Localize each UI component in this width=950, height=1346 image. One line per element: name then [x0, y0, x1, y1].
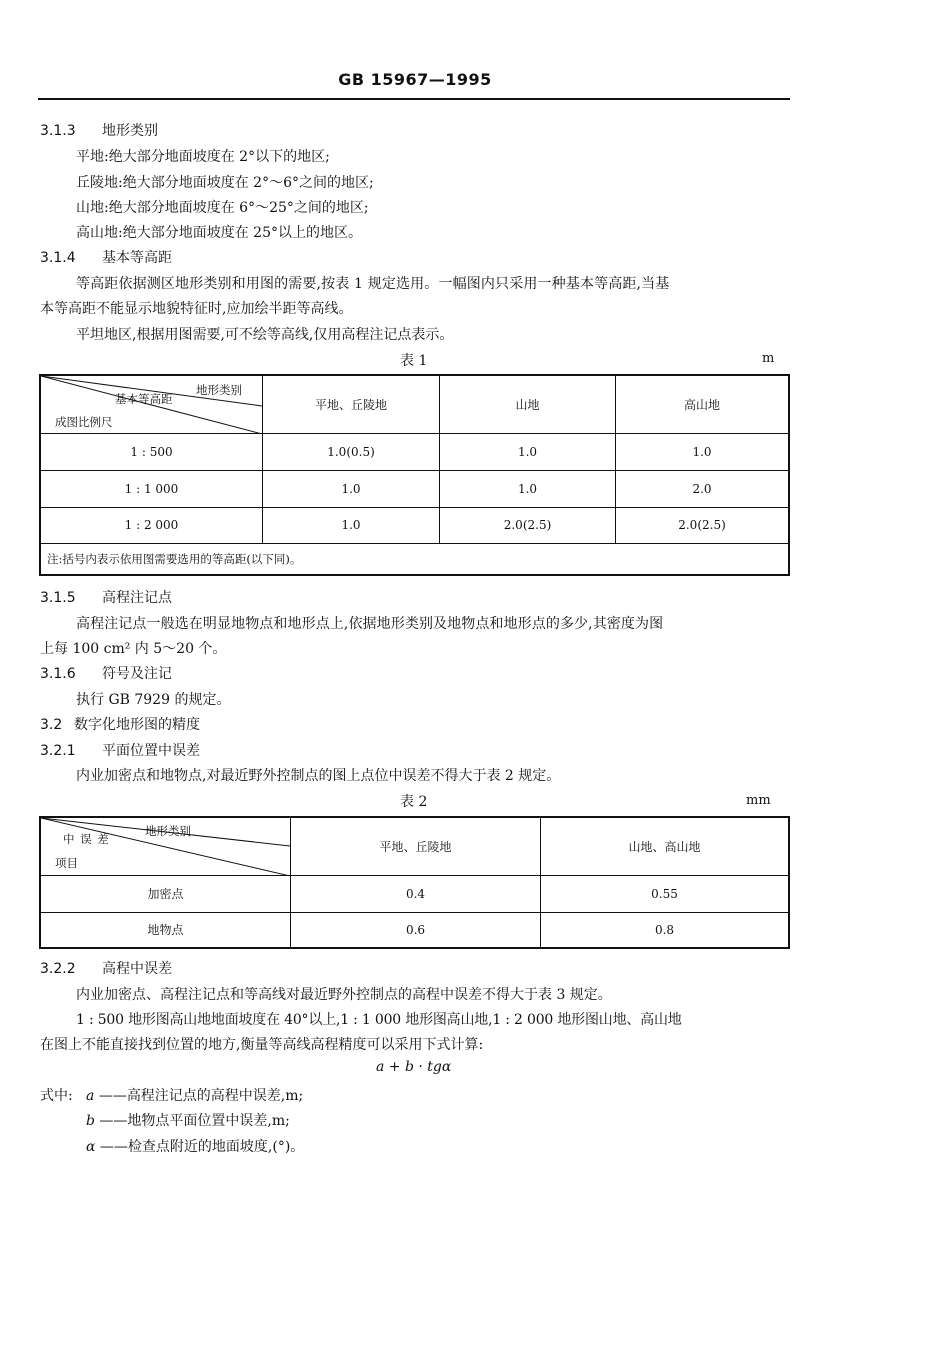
- definition-alpha: [86, 1136, 304, 1156]
- table1: [39, 374, 790, 576]
- paragraph: 上每 100 cm² 内 5～20 个。: [40, 641, 227, 657]
- table2: [39, 816, 790, 949]
- where-label: 式中:: [40, 1088, 73, 1104]
- table1-cell: 1.0: [263, 507, 440, 543]
- table1-col-header: 山地: [440, 375, 616, 433]
- table1-scale: 1 : 2 000: [40, 507, 263, 543]
- table2-cell: 0.55: [541, 875, 790, 912]
- section-number: 3.1.5: [40, 590, 76, 606]
- paragraph: 在图上不能直接找到位置的地方,衡量等高线高程精度可以采用下式计算:: [40, 1037, 484, 1053]
- table1-cell: 2.0(2.5): [440, 507, 616, 543]
- table1-cell: 1.0(0.5): [263, 433, 440, 470]
- section-3-1-4-heading: [40, 247, 172, 267]
- formula: a + b · tgα: [376, 1059, 452, 1075]
- definition-a: [86, 1085, 303, 1105]
- section-number: 3.1.4: [40, 250, 76, 266]
- table1-scale: 1 : 500: [40, 433, 263, 470]
- symbol: a: [86, 1088, 95, 1104]
- table1-cell: 1.0: [616, 433, 790, 470]
- table2-unit: mm: [746, 793, 771, 808]
- table2-item: 加密点: [40, 875, 291, 912]
- paragraph: 本等高距不能显示地貌特征时,应加绘半距等高线。: [40, 301, 353, 317]
- corner-terrain-label: 地形类别: [145, 824, 191, 838]
- table-row: [40, 875, 789, 912]
- section-3-2-1-heading: [40, 740, 200, 760]
- section-3-2-2-heading: [40, 958, 172, 978]
- paragraph: 内业加密点、高程注记点和等高线对最近野外控制点的高程中误差不得大于表 3 规定。: [76, 987, 612, 1003]
- table2-cell: 0.8: [541, 912, 790, 948]
- section-title: 高程中误差: [102, 961, 172, 977]
- table2-cell: 0.6: [291, 912, 541, 948]
- table1-caption: 表 1: [400, 353, 428, 369]
- terrain-flat: 平地:绝大部分地面坡度在 2°以下的地区;: [76, 149, 330, 165]
- table1-corner-cell: [40, 375, 263, 433]
- terrain-hilly: 丘陵地:绝大部分地面坡度在 2°～6°之间的地区;: [76, 175, 374, 191]
- paragraph: 内业加密点和地物点,对最近野外控制点的图上点位中误差不得大于表 2 规定。: [76, 768, 561, 784]
- section-3-2-heading: [40, 714, 200, 734]
- corner-error-label: 中 误 差: [63, 832, 110, 846]
- table-row: [40, 543, 789, 575]
- section-number: 3.2: [40, 717, 63, 733]
- table1-col-header: 平地、丘陵地: [263, 375, 440, 433]
- paragraph: 平坦地区,根据用图需要,可不绘等高线,仅用高程注记点表示。: [76, 327, 454, 343]
- section-number: 3.2.1: [40, 743, 76, 759]
- definition-text: ——高程注记点的高程中误差,m;: [98, 1088, 304, 1104]
- section-title: 平面位置中误差: [102, 743, 200, 759]
- symbol: b: [86, 1113, 95, 1129]
- table1-scale: 1 : 1 000: [40, 470, 263, 507]
- corner-item-label: 项目: [55, 856, 78, 870]
- section-3-1-3-heading: [40, 120, 158, 140]
- terrain-mountain: 山地:绝大部分地面坡度在 6°～25°之间的地区;: [76, 200, 369, 216]
- section-number: 3.2.2: [40, 961, 76, 977]
- paragraph: 高程注记点一般选在明显地物点和地形点上,依据地形类别及地物点和地形点的多少,其密度为图: [76, 616, 664, 632]
- table-row: [40, 470, 789, 507]
- header-rule: [38, 98, 790, 100]
- paragraph: 执行 GB 7929 的规定。: [76, 692, 231, 708]
- table2-caption: 表 2: [400, 794, 428, 810]
- section-number: 3.1.6: [40, 666, 76, 682]
- table2-corner-cell: [40, 817, 291, 875]
- section-3-1-5-heading: [40, 587, 172, 607]
- section-title: 数字化地形图的精度: [74, 717, 200, 733]
- table1-col-header: 高山地: [616, 375, 790, 433]
- paragraph: 1 : 500 地形图高山地地面坡度在 40°以上,1 : 1 000 地形图高山地,1 : 2 000 地形图山地、高山地: [76, 1012, 682, 1028]
- table-row: [40, 507, 789, 543]
- corner-scale-label: 成图比例尺: [55, 415, 113, 429]
- table1-cell: 1.0: [440, 470, 616, 507]
- table1-cell: 1.0: [263, 470, 440, 507]
- section-number: 3.1.3: [40, 123, 76, 139]
- section-title: 地形类别: [102, 123, 158, 139]
- corner-interval-label: 基本等高距: [115, 392, 173, 406]
- table1-note: 注:括号内表示依用图需要选用的等高距(以下同)。: [40, 543, 789, 575]
- definition-text: ——地物点平面位置中误差,m;: [99, 1113, 290, 1129]
- table-row: [40, 433, 789, 470]
- definition-b: [86, 1110, 290, 1130]
- table1-cell: 2.0: [616, 470, 790, 507]
- page-header: GB 15967—1995: [338, 70, 492, 89]
- table1-unit: m: [762, 351, 775, 366]
- table1-cell: 1.0: [440, 433, 616, 470]
- section-3-1-6-heading: [40, 663, 172, 683]
- table2-item: 地物点: [40, 912, 291, 948]
- section-title: 符号及注记: [102, 666, 172, 682]
- table-row: [40, 912, 789, 948]
- table2-col-header: 平地、丘陵地: [291, 817, 541, 875]
- section-title: 基本等高距: [102, 250, 172, 266]
- table1-cell: 2.0(2.5): [616, 507, 790, 543]
- corner-terrain-label: 地形类别: [196, 383, 242, 397]
- paragraph: 等高距依据测区地形类别和用图的需要,按表 1 规定选用。一幅图内只采用一种基本等高距,当基: [76, 276, 670, 292]
- table2-col-header: 山地、高山地: [541, 817, 790, 875]
- terrain-high-mountain: 高山地:绝大部分地面坡度在 25°以上的地区。: [76, 225, 362, 241]
- symbol: α: [86, 1139, 96, 1155]
- section-title: 高程注记点: [102, 590, 172, 606]
- table2-cell: 0.4: [291, 875, 541, 912]
- definition-text: ——检查点附近的地面坡度,(°)。: [99, 1139, 305, 1155]
